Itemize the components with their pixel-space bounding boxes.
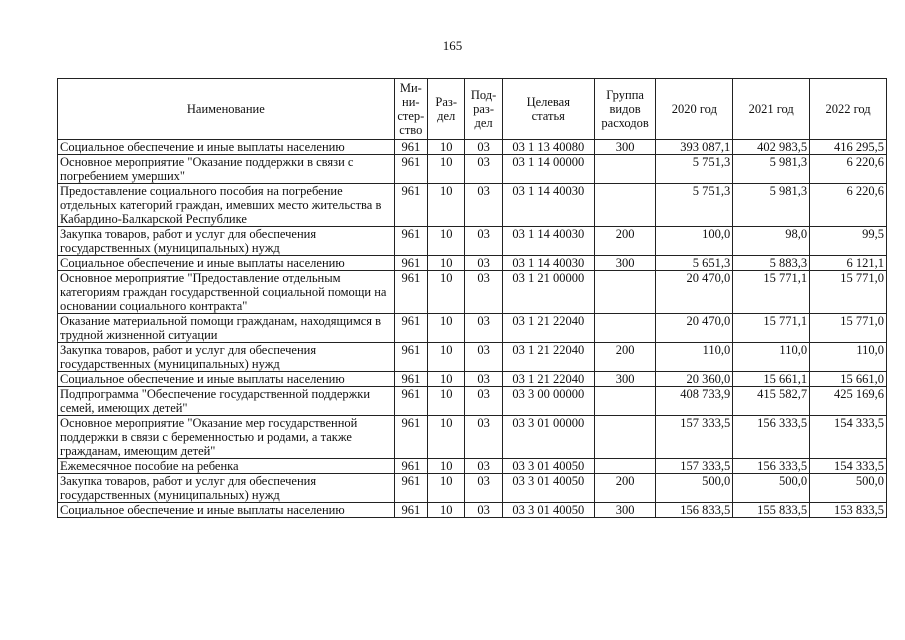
cell-2022: 15 771,0 [810, 271, 887, 314]
cell-2021: 5 883,3 [733, 256, 810, 271]
cell-2020: 393 087,1 [656, 140, 733, 155]
table-row [58, 314, 887, 343]
cell-2020: 20 360,0 [656, 372, 733, 387]
cell-ministry: 961 [394, 155, 427, 184]
cell-ministry: 961 [394, 503, 427, 518]
cell-subsection: 03 [465, 416, 502, 459]
header-subsection: Под- раз- дел [465, 79, 502, 140]
cell-group [594, 387, 656, 416]
cell-2022: 6 121,1 [810, 256, 887, 271]
cell-name: Основное мероприятие "Оказание мер государственной поддержки в связи с беременностью и родами, а также гражданам, имеющим детей" [58, 416, 395, 459]
cell-name: Ежемесячное пособие на ребенка [58, 459, 395, 474]
cell-group [594, 416, 656, 459]
cell-ministry: 961 [394, 227, 427, 256]
cell-subsection: 03 [465, 227, 502, 256]
header-group: Группа видов расходов [594, 79, 656, 140]
cell-2020: 157 333,5 [656, 416, 733, 459]
cell-subsection: 03 [465, 372, 502, 387]
header-section: Раз- дел [428, 79, 465, 140]
table-row [58, 343, 887, 372]
cell-2021: 15 771,1 [733, 314, 810, 343]
header-2022: 2022 год [810, 79, 887, 140]
cell-2021: 155 833,5 [733, 503, 810, 518]
cell-subsection: 03 [465, 503, 502, 518]
cell-2021: 500,0 [733, 474, 810, 503]
cell-2020: 156 833,5 [656, 503, 733, 518]
cell-target: 03 1 13 40080 [502, 140, 594, 155]
cell-2021: 402 983,5 [733, 140, 810, 155]
cell-name: Социальное обеспечение и иные выплаты населению [58, 256, 395, 271]
cell-section: 10 [428, 271, 465, 314]
cell-target: 03 1 21 00000 [502, 271, 594, 314]
cell-group: 200 [594, 227, 656, 256]
table-row [58, 271, 887, 314]
table-row [58, 140, 887, 155]
table-row [58, 256, 887, 271]
table-header-row [58, 79, 887, 140]
cell-target: 03 3 01 40050 [502, 503, 594, 518]
cell-2021: 156 333,5 [733, 459, 810, 474]
cell-name: Закупка товаров, работ и услуг для обеспечения государственных (муниципальных) нужд [58, 343, 395, 372]
cell-2020: 20 470,0 [656, 314, 733, 343]
cell-ministry: 961 [394, 343, 427, 372]
cell-ministry: 961 [394, 184, 427, 227]
table-row [58, 416, 887, 459]
cell-2020: 100,0 [656, 227, 733, 256]
cell-2021: 15 771,1 [733, 271, 810, 314]
table-row [58, 503, 887, 518]
header-2021: 2021 год [733, 79, 810, 140]
cell-2022: 500,0 [810, 474, 887, 503]
cell-2020: 110,0 [656, 343, 733, 372]
cell-2022: 15 771,0 [810, 314, 887, 343]
cell-2020: 500,0 [656, 474, 733, 503]
page-number: 165 [442, 38, 463, 53]
table-row [58, 474, 887, 503]
cell-2022: 15 661,0 [810, 372, 887, 387]
cell-2022: 416 295,5 [810, 140, 887, 155]
cell-ministry: 961 [394, 372, 427, 387]
cell-2021: 110,0 [733, 343, 810, 372]
cell-name: Социальное обеспечение и иные выплаты населению [58, 140, 395, 155]
cell-target: 03 3 01 40050 [502, 474, 594, 503]
cell-group [594, 184, 656, 227]
cell-target: 03 1 21 22040 [502, 314, 594, 343]
cell-subsection: 03 [465, 314, 502, 343]
table-body [58, 140, 887, 518]
cell-target: 03 1 21 22040 [502, 343, 594, 372]
cell-group [594, 155, 656, 184]
cell-2020: 5 751,3 [656, 155, 733, 184]
cell-group: 300 [594, 256, 656, 271]
cell-2020: 408 733,9 [656, 387, 733, 416]
cell-subsection: 03 [465, 256, 502, 271]
cell-subsection: 03 [465, 271, 502, 314]
cell-group [594, 459, 656, 474]
cell-subsection: 03 [465, 184, 502, 227]
cell-2022: 99,5 [810, 227, 887, 256]
cell-2020: 5 651,3 [656, 256, 733, 271]
cell-ministry: 961 [394, 474, 427, 503]
cell-2021: 156 333,5 [733, 416, 810, 459]
cell-2022: 110,0 [810, 343, 887, 372]
cell-group [594, 314, 656, 343]
cell-subsection: 03 [465, 343, 502, 372]
cell-subsection: 03 [465, 459, 502, 474]
cell-name: Социальное обеспечение и иные выплаты населению [58, 503, 395, 518]
cell-2022: 154 333,5 [810, 416, 887, 459]
cell-section: 10 [428, 140, 465, 155]
header-target: Целевая статья [502, 79, 594, 140]
cell-2021: 98,0 [733, 227, 810, 256]
cell-target: 03 3 01 00000 [502, 416, 594, 459]
cell-section: 10 [428, 416, 465, 459]
cell-subsection: 03 [465, 474, 502, 503]
cell-target: 03 1 21 22040 [502, 372, 594, 387]
cell-section: 10 [428, 387, 465, 416]
cell-name: Основное мероприятие "Оказание поддержки в связи с погребением умерших" [58, 155, 395, 184]
cell-2022: 154 333,5 [810, 459, 887, 474]
cell-name: Закупка товаров, работ и услуг для обеспечения государственных (муниципальных) нужд [58, 474, 395, 503]
cell-group: 300 [594, 140, 656, 155]
cell-section: 10 [428, 503, 465, 518]
cell-ministry: 961 [394, 387, 427, 416]
header-ministry: Ми- ни- стер- ство [394, 79, 427, 140]
cell-2021: 5 981,3 [733, 155, 810, 184]
cell-ministry: 961 [394, 140, 427, 155]
cell-group [594, 271, 656, 314]
cell-name: Социальное обеспечение и иные выплаты населению [58, 372, 395, 387]
cell-section: 10 [428, 184, 465, 227]
cell-subsection: 03 [465, 155, 502, 184]
cell-name: Оказание материальной помощи гражданам, находящимся в трудной жизненной ситуации [58, 314, 395, 343]
cell-section: 10 [428, 459, 465, 474]
table-row [58, 184, 887, 227]
table-row [58, 372, 887, 387]
cell-target: 03 1 14 00000 [502, 155, 594, 184]
cell-2022: 6 220,6 [810, 184, 887, 227]
table-row [58, 155, 887, 184]
cell-section: 10 [428, 227, 465, 256]
cell-name: Закупка товаров, работ и услуг для обеспечения государственных (муниципальных) нужд [58, 227, 395, 256]
cell-section: 10 [428, 314, 465, 343]
cell-target: 03 3 00 00000 [502, 387, 594, 416]
cell-target: 03 1 14 40030 [502, 256, 594, 271]
header-name: Наименование [58, 79, 395, 140]
cell-2022: 153 833,5 [810, 503, 887, 518]
cell-name: Основное мероприятие "Предоставление отдельным категориям граждан государственной социальной помощи на основании социального контракта" [58, 271, 395, 314]
cell-section: 10 [428, 256, 465, 271]
cell-2021: 415 582,7 [733, 387, 810, 416]
cell-ministry: 961 [394, 256, 427, 271]
cell-target: 03 1 14 40030 [502, 227, 594, 256]
cell-section: 10 [428, 155, 465, 184]
budget-table [57, 78, 887, 518]
table-row [58, 459, 887, 474]
cell-section: 10 [428, 474, 465, 503]
table-row [58, 387, 887, 416]
cell-section: 10 [428, 372, 465, 387]
cell-2021: 15 661,1 [733, 372, 810, 387]
cell-ministry: 961 [394, 416, 427, 459]
cell-name: Подпрограмма "Обеспечение государственной поддержки семей, имеющих детей" [58, 387, 395, 416]
cell-2020: 20 470,0 [656, 271, 733, 314]
cell-group: 200 [594, 343, 656, 372]
cell-target: 03 3 01 40050 [502, 459, 594, 474]
cell-2020: 5 751,3 [656, 184, 733, 227]
cell-ministry: 961 [394, 314, 427, 343]
header-2020: 2020 год [656, 79, 733, 140]
cell-group: 300 [594, 372, 656, 387]
cell-ministry: 961 [394, 271, 427, 314]
cell-2021: 5 981,3 [733, 184, 810, 227]
cell-group: 300 [594, 503, 656, 518]
cell-subsection: 03 [465, 387, 502, 416]
cell-subsection: 03 [465, 140, 502, 155]
cell-target: 03 1 14 40030 [502, 184, 594, 227]
cell-section: 10 [428, 343, 465, 372]
cell-2022: 6 220,6 [810, 155, 887, 184]
cell-2022: 425 169,6 [810, 387, 887, 416]
cell-2020: 157 333,5 [656, 459, 733, 474]
cell-ministry: 961 [394, 459, 427, 474]
table-row [58, 227, 887, 256]
cell-name: Предоставление социального пособия на погребение отдельных категорий граждан, имевших место жительства в Кабардино-Балкарской Республике [58, 184, 395, 227]
cell-group: 200 [594, 474, 656, 503]
